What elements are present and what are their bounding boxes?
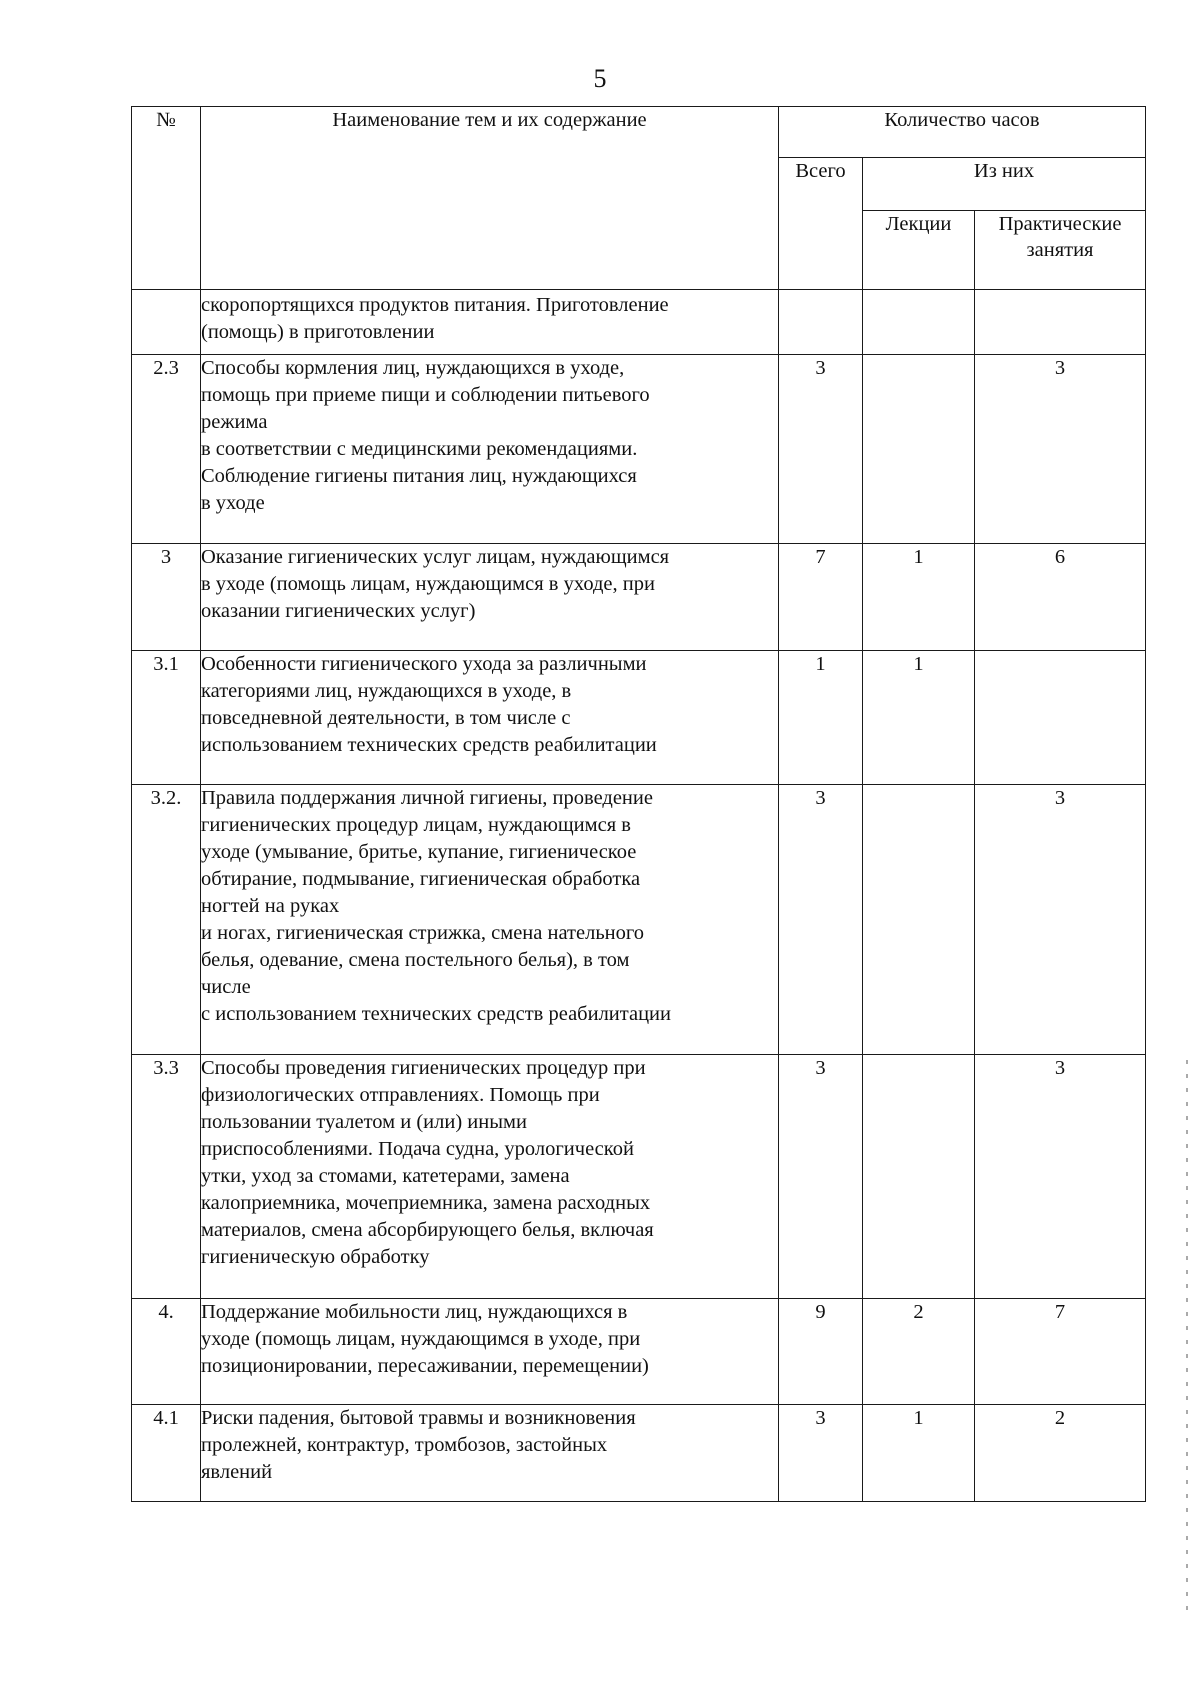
row-num: 4.1: [132, 1405, 201, 1502]
row-total: 3: [779, 785, 863, 1055]
row-lectures: [863, 1055, 975, 1299]
row-practice: 3: [975, 355, 1146, 544]
row-lectures: 1: [863, 544, 975, 651]
header-lectures: Лекции: [863, 211, 975, 290]
table-header: [132, 107, 1146, 290]
table-row: [132, 544, 1146, 651]
row-practice: 3: [975, 785, 1146, 1055]
row-name: Риски падения, бытовой травмы и возникновения пролежней, контрактур, тромбозов, застойных явлений: [201, 1405, 779, 1502]
row-total: 7: [779, 544, 863, 651]
table-row: [132, 1405, 1146, 1502]
row-name: скоропортящихся продуктов питания. Приготовление (помощь) в приготовлении: [201, 290, 779, 355]
row-total: [779, 290, 863, 355]
row-num: [132, 290, 201, 355]
row-name: Оказание гигиенических услуг лицам, нуждающимся в уходе (помощь лицам, нуждающимся в уходе, при оказании гигиенических услуг): [201, 544, 779, 651]
header-total: Всего: [779, 158, 863, 290]
page-number: 5: [593, 64, 607, 93]
row-practice: [975, 651, 1146, 785]
row-lectures: 1: [863, 651, 975, 785]
table-row: [132, 355, 1146, 544]
row-name: Способы проведения гигиенических процедур при физиологических отправлениях. Помощь при пользовании туалетом и (или) иными приспособлениями. Подача судна, урологической утки, уход за стомами, катетерами, замена калоприемника, мочеприемника, замена расходных материалов, смена абсорбирующего белья, включая гигиеническую обработку: [201, 1055, 779, 1299]
header-of-them: Из них: [863, 158, 1146, 211]
row-lectures: [863, 290, 975, 355]
header-name: Наименование тем и их содержание: [201, 107, 779, 290]
row-practice: 7: [975, 1299, 1146, 1405]
row-lectures: [863, 785, 975, 1055]
row-total: 3: [779, 1055, 863, 1299]
row-num: 3.3: [132, 1055, 201, 1299]
row-practice: [975, 290, 1146, 355]
row-name: Особенности гигиенического ухода за различными категориями лиц, нуждающихся в уходе, в повседневной деятельности, в том числе с использованием технических средств реабилитации: [201, 651, 779, 785]
row-name: Правила поддержания личной гигиены, проведение гигиенических процедур лицам, нуждающимся в уходе (умывание, бритье, купание, гигиеническое обтирание, подмывание, гигиеническая обработка ногтей на руках и ногах, гигиеническая стрижка, смена нательного белья, одевание, смена постельного белья), в том числе с использованием технических средств реабилитации: [201, 785, 779, 1055]
header-practice: Практические занятия: [975, 211, 1146, 290]
row-lectures: 2: [863, 1299, 975, 1405]
row-num: 3.1: [132, 651, 201, 785]
row-lectures: [863, 355, 975, 544]
table-row: [132, 1055, 1146, 1299]
header-hours: Количество часов: [779, 107, 1146, 158]
scan-edge-artifact: [1186, 1060, 1188, 1620]
curriculum-table: [131, 106, 1146, 1502]
table-row: [132, 290, 1146, 355]
row-name: Поддержание мобильности лиц, нуждающихся в уходе (помощь лицам, нуждающимся в уходе, при позиционировании, пересаживании, перемещении): [201, 1299, 779, 1405]
row-total: 1: [779, 651, 863, 785]
row-practice: 2: [975, 1405, 1146, 1502]
table-row: [132, 785, 1146, 1055]
header-num: №: [132, 107, 201, 290]
row-lectures: 1: [863, 1405, 975, 1502]
table-row: [132, 1299, 1146, 1405]
table-row: [132, 651, 1146, 785]
row-total: 3: [779, 355, 863, 544]
row-num: 2.3: [132, 355, 201, 544]
row-practice: 3: [975, 1055, 1146, 1299]
row-name: Способы кормления лиц, нуждающихся в уходе, помощь при приеме пищи и соблюдении питьевого режима в соответствии с медицинскими рекомендациями. Соблюдение гигиены питания лиц, нуждающихся в уходе: [201, 355, 779, 544]
row-total: 9: [779, 1299, 863, 1405]
row-num: 3.2.: [132, 785, 201, 1055]
row-num: 3: [132, 544, 201, 651]
row-total: 3: [779, 1405, 863, 1502]
row-practice: 6: [975, 544, 1146, 651]
row-num: 4.: [132, 1299, 201, 1405]
